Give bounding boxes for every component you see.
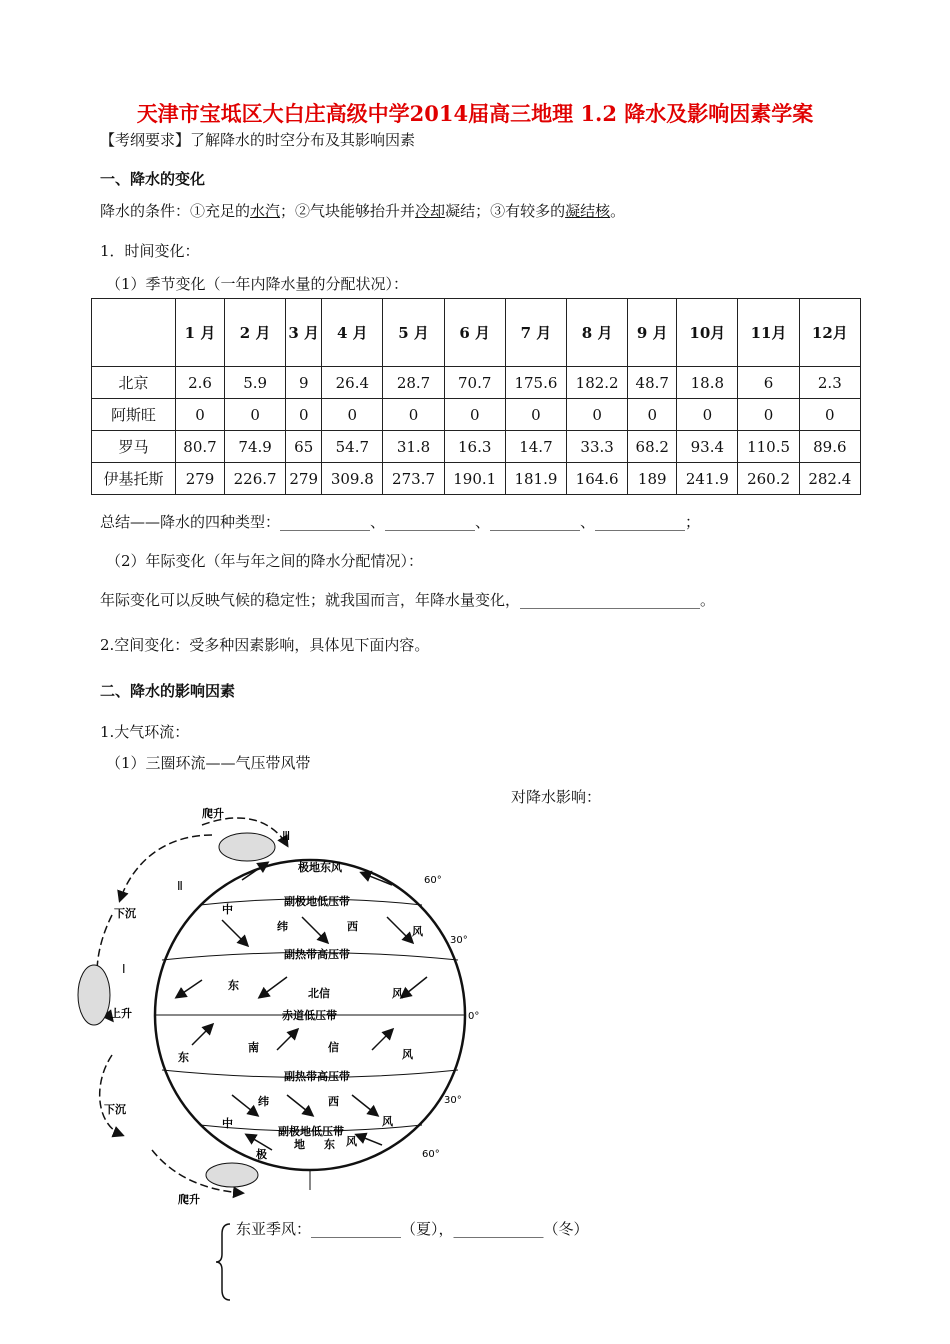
value-cell: 89.6 (799, 431, 860, 463)
wind-label: 极 (256, 1148, 267, 1161)
time-change-heading: 1．时间变化： (100, 242, 200, 260)
atmospheric-circulation-heading: 1.大气环流： (100, 723, 190, 741)
value-cell: 189 (628, 463, 677, 495)
wind-arrow (222, 920, 247, 945)
value-cell: 0 (286, 399, 322, 431)
conditions-mid1: ；②气块能够抬升并 (280, 202, 416, 220)
wind-arrow (242, 863, 267, 880)
wind-arrow (402, 977, 427, 997)
wind-label: 东 (178, 1051, 189, 1064)
value-cell: 33.3 (567, 431, 628, 463)
value-cell: 181.9 (505, 463, 566, 495)
value-cell: 0 (677, 399, 738, 431)
wind-label: 纬 (258, 1095, 269, 1108)
value-cell: 0 (444, 399, 505, 431)
month-header: 6 月 (444, 299, 505, 367)
wind-label: 风 (382, 1115, 393, 1128)
wind-label: 风 (402, 1048, 413, 1061)
value-cell: 260.2 (738, 463, 799, 495)
precipitation-types-summary: 总结——降水的四种类型：____________、____________、____________、____________； (100, 513, 701, 531)
condition-water-vapor: 水汽 (250, 202, 281, 220)
city-cell: 北京 (92, 367, 176, 399)
city-cell: 罗马 (92, 431, 176, 463)
wind-label: 西 (328, 1095, 339, 1108)
syllabus-requirement: 【考纲要求】了解降水的时空分布及其影响因素 (100, 131, 416, 149)
value-cell: 9 (286, 367, 322, 399)
value-cell: 309.8 (322, 463, 383, 495)
value-cell: 6 (738, 367, 799, 399)
conditions-prefix: 降水的条件：①充足的 (100, 202, 251, 220)
value-cell: 0 (225, 399, 286, 431)
value-cell: 0 (567, 399, 628, 431)
table-row (92, 399, 861, 431)
page-title: 天津市宝坻区大白庄高级中学2014届高三地理 1.2 降水及影响因素学案 (136, 101, 814, 126)
belt-label: 副热带高压带 (284, 948, 350, 961)
month-header: 3 月 (286, 299, 322, 367)
circulation-arrow (120, 835, 212, 900)
value-cell: 65 (286, 431, 322, 463)
conditions-mid2: 凝结；③有较多的 (445, 202, 566, 220)
wind-arrow (357, 1135, 382, 1145)
wind-label: 西 (347, 920, 358, 933)
vertical-motion-label: 下沉 (104, 1103, 126, 1116)
value-cell: 110.5 (738, 431, 799, 463)
circulation-arrow (100, 1055, 122, 1135)
value-cell: 0 (799, 399, 860, 431)
value-cell: 0 (176, 399, 225, 431)
latitude-label: 0° (468, 1011, 480, 1022)
table-row (92, 463, 861, 495)
value-cell: 93.4 (677, 431, 738, 463)
belt-label: 副极地低压带 (284, 895, 350, 908)
month-header: 1 月 (176, 299, 225, 367)
value-cell: 68.2 (628, 431, 677, 463)
wind-label: 东 (324, 1138, 335, 1151)
table-row (92, 431, 861, 463)
seasonal-change-heading: （1）季节变化（一年内降水量的分配状况）： (106, 275, 409, 293)
value-cell: 74.9 (225, 431, 286, 463)
month-header: 10月 (677, 299, 738, 367)
value-cell: 279 (176, 463, 225, 495)
belt-label: 赤道低压带 (282, 1009, 337, 1022)
three-cell-heading: （1）三圈环流——气压带风带 (106, 754, 311, 772)
wind-arrow (277, 1030, 297, 1050)
wind-label: 风 (392, 987, 403, 1000)
value-cell: 70.7 (444, 367, 505, 399)
wind-label: 信 (328, 1041, 339, 1054)
table-header-row (92, 299, 861, 367)
value-cell: 18.8 (677, 367, 738, 399)
belt-label: 副极地低压带 (278, 1125, 344, 1138)
month-header: 2 月 (225, 299, 286, 367)
belt-label: 极地东风 (298, 861, 342, 874)
value-cell: 175.6 (505, 367, 566, 399)
latitude-label: 30° (444, 1095, 462, 1106)
vertical-motion-label: 上升 (110, 1007, 132, 1020)
wind-arrow (260, 977, 287, 997)
value-cell: 48.7 (628, 367, 677, 399)
wind-arrow (352, 1095, 377, 1115)
belt-label: 北信 (308, 987, 330, 1000)
value-cell: 14.7 (505, 431, 566, 463)
table-row (92, 367, 861, 399)
wind-label: 东 (228, 979, 239, 992)
wind-arrow (302, 917, 327, 942)
value-cell: 28.7 (383, 367, 444, 399)
value-cell: 2.3 (799, 367, 860, 399)
annual-change-text: 年际变化可以反映气候的稳定性；就我国而言，年降水量变化，________________________。 (100, 591, 716, 609)
value-cell: 0 (505, 399, 566, 431)
wind-arrow (177, 980, 202, 997)
precipitation-table (91, 298, 861, 495)
value-cell: 54.7 (322, 431, 383, 463)
value-cell: 0 (738, 399, 799, 431)
month-header: 5 月 (383, 299, 444, 367)
value-cell: 279 (286, 463, 322, 495)
cell-label: Ⅱ (177, 879, 183, 893)
spatial-change-text: 2.空间变化：受多种因素影响，具体见下面内容。 (100, 636, 430, 654)
latitude-label: 60° (422, 1149, 440, 1160)
city-cell: 伊基托斯 (92, 463, 176, 495)
latitude-label: 30° (450, 935, 468, 946)
section1-heading: 一、降水的变化 (100, 170, 206, 188)
annual-change-heading: （2）年际变化（年与年之间的降水分配情况）： (106, 552, 424, 570)
wind-label: 地 (294, 1138, 305, 1151)
precipitation-conditions (100, 200, 625, 221)
value-cell: 80.7 (176, 431, 225, 463)
value-cell: 2.6 (176, 367, 225, 399)
belt-label: 副热带高压带 (284, 1070, 350, 1083)
wind-label: 中 (222, 903, 233, 916)
wind-label: 中 (222, 1117, 233, 1130)
value-cell: 0 (322, 399, 383, 431)
wind-arrow (287, 1095, 312, 1115)
wind-label: 风 (346, 1135, 357, 1148)
wind-arrow (232, 1095, 257, 1115)
month-header: 11月 (738, 299, 799, 367)
wind-label: 风 (412, 925, 423, 938)
three-cell-circulation-diagram (72, 805, 492, 1210)
cell-label: Ⅰ (122, 962, 126, 976)
value-cell: 0 (383, 399, 444, 431)
condition-cooling: 冷却 (415, 202, 446, 220)
value-cell: 26.4 (322, 367, 383, 399)
value-cell: 0 (628, 399, 677, 431)
value-cell: 190.1 (444, 463, 505, 495)
month-header: 8 月 (567, 299, 628, 367)
value-cell: 16.3 (444, 431, 505, 463)
value-cell: 241.9 (677, 463, 738, 495)
month-header: 4 月 (322, 299, 383, 367)
table-corner-cell (92, 299, 176, 367)
value-cell: 5.9 (225, 367, 286, 399)
city-cell: 阿斯旺 (92, 399, 176, 431)
value-cell: 282.4 (799, 463, 860, 495)
month-header: 9 月 (628, 299, 677, 367)
vertical-motion-label: 爬升 (202, 807, 224, 820)
month-header: 12月 (799, 299, 860, 367)
cell-label: Ⅲ (282, 829, 291, 843)
curly-brace (216, 1222, 236, 1302)
wind-arrow (192, 1025, 212, 1045)
value-cell: 164.6 (567, 463, 628, 495)
wind-arrow (387, 917, 412, 942)
value-cell: 182.2 (567, 367, 628, 399)
vertical-motion-label: 下沉 (114, 907, 136, 920)
value-cell: 31.8 (383, 431, 444, 463)
wind-arrow (372, 1030, 392, 1050)
cloud-icon (206, 1163, 258, 1187)
value-cell: 273.7 (383, 463, 444, 495)
conditions-end: 。 (610, 202, 626, 220)
cloud-icon (219, 833, 275, 861)
wind-label: 纬 (277, 920, 288, 933)
vertical-motion-label: 爬升 (178, 1193, 200, 1206)
month-header: 7 月 (505, 299, 566, 367)
east-asian-monsoon-line: 东亚季风：____________（夏），____________（冬） (236, 1220, 589, 1238)
value-cell: 226.7 (225, 463, 286, 495)
latitude-label: 60° (424, 875, 442, 886)
condition-nuclei: 凝结核 (565, 202, 611, 220)
cloud-icon (78, 965, 110, 1025)
section2-heading: 二、降水的影响因素 (100, 682, 236, 700)
effect-on-precipitation-label: 对降水影响： (511, 788, 602, 806)
wind-label: 南 (248, 1041, 259, 1054)
